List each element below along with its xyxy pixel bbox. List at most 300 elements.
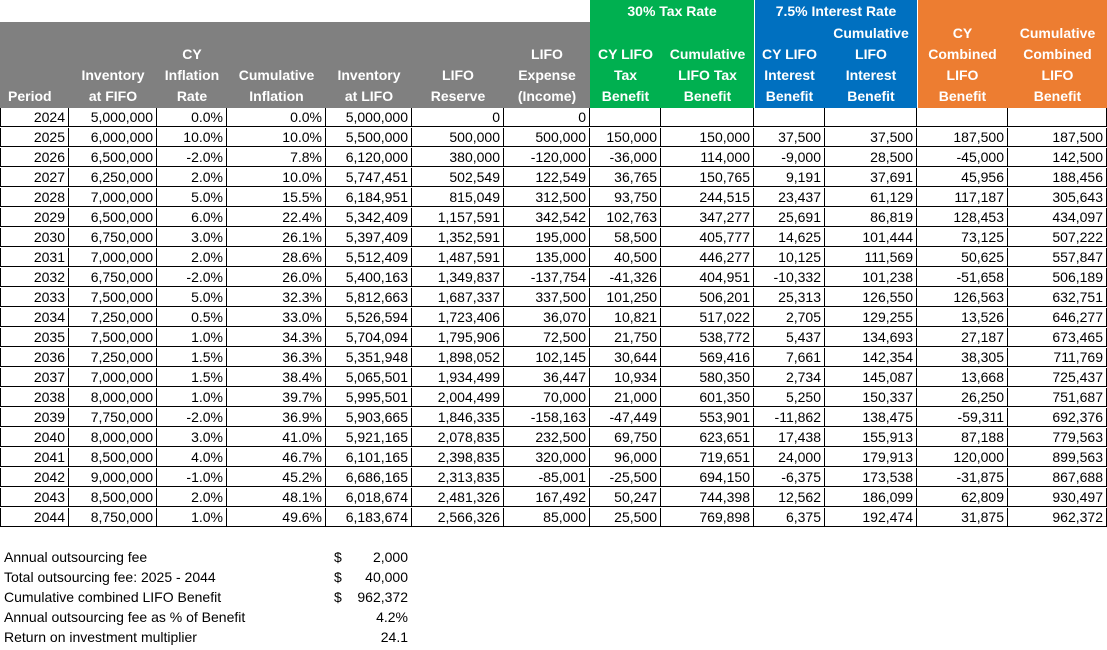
cell-cumulative-inflation[interactable]: 41.0% (227, 428, 326, 447)
cell-lifo-expense[interactable]: 320,000 (504, 448, 590, 467)
cell-lifo-reserve[interactable]: 1,352,591 (412, 228, 504, 247)
cell-cumulative-interest-benefit[interactable]: 101,238 (825, 268, 917, 287)
summary-label: Annual outsourcing fee as % of Benefit (4, 609, 246, 625)
cell-lifo-expense[interactable]: 122,549 (504, 168, 590, 187)
cell-inventory-fifo[interactable]: 7,750,000 (69, 408, 157, 427)
interest-rate-title: 7.5% Interest Rate (775, 3, 897, 19)
cell-lifo-expense[interactable]: 36,070 (504, 308, 590, 327)
cell-inventory-lifo[interactable]: 5,995,501 (326, 388, 412, 407)
cell-cy-interest-benefit[interactable]: -6,375 (754, 468, 825, 487)
cell-cumulative-inflation[interactable]: 10.0% (227, 128, 326, 147)
cell-inventory-fifo[interactable]: 7,250,000 (69, 308, 157, 327)
cell-cy-inflation[interactable]: 6.0% (157, 208, 227, 227)
cell-lifo-expense[interactable]: 500,000 (504, 128, 590, 147)
summary-row (4, 547, 424, 567)
cell-cy-interest-benefit[interactable]: -10,332 (754, 268, 825, 287)
cell-period[interactable]: 2038 (0, 388, 69, 407)
cell-cumulative-interest-benefit[interactable]: 192,474 (825, 508, 917, 527)
cell-cumulative-combined-benefit[interactable]: 867,688 (1008, 468, 1107, 487)
cell-cy-combined-benefit[interactable]: -59,311 (917, 408, 1008, 427)
cell-cumulative-tax-benefit[interactable]: 538,772 (661, 328, 754, 347)
cell-lifo-reserve[interactable]: 2,481,326 (412, 488, 504, 507)
table-row (0, 508, 1107, 528)
cell-cumulative-combined-benefit[interactable]: 899,563 (1008, 448, 1107, 467)
cell-cumulative-combined-benefit[interactable]: 779,563 (1008, 428, 1107, 447)
cell-lifo-reserve[interactable]: 2,566,326 (412, 508, 504, 527)
cell-period[interactable]: 2035 (0, 328, 69, 347)
cell-inventory-fifo[interactable]: 5,000,000 (69, 108, 157, 127)
cell-inventory-fifo[interactable]: 6,000,000 (69, 128, 157, 147)
cell-inventory-fifo[interactable]: 6,750,000 (69, 268, 157, 287)
cell-cumulative-inflation[interactable]: 38.4% (227, 368, 326, 387)
cell-lifo-reserve[interactable]: 1,349,837 (412, 268, 504, 287)
cell-cy-combined-benefit[interactable]: -45,000 (917, 148, 1008, 167)
cell-cy-interest-benefit[interactable]: 12,562 (754, 488, 825, 507)
cell-cy-interest-benefit[interactable]: 25,313 (754, 288, 825, 307)
cell-cumulative-inflation[interactable]: 0.0% (227, 108, 326, 127)
cell-cumulative-interest-benefit[interactable]: 173,538 (825, 468, 917, 487)
cell-cumulative-combined-benefit[interactable]: 930,497 (1008, 488, 1107, 507)
cell-cumulative-inflation[interactable]: 34.3% (227, 328, 326, 347)
cell-inventory-fifo[interactable]: 7,000,000 (69, 368, 157, 387)
cell-cumulative-tax-benefit[interactable]: 553,901 (661, 408, 754, 427)
cell-inventory-lifo[interactable]: 5,342,409 (326, 208, 412, 227)
cell-cy-combined-benefit[interactable]: 13,526 (917, 308, 1008, 327)
cell-cy-inflation[interactable]: 4.0% (157, 448, 227, 467)
cell-lifo-reserve[interactable]: 1,795,906 (412, 328, 504, 347)
cell-cumulative-inflation[interactable]: 7.8% (227, 148, 326, 167)
cell-cy-inflation[interactable]: 1.0% (157, 508, 227, 527)
cell-cy-inflation[interactable]: 1.0% (157, 328, 227, 347)
cell-cy-interest-benefit[interactable]: 5,250 (754, 388, 825, 407)
cell-cy-inflation[interactable]: -2.0% (157, 148, 227, 167)
cell-period[interactable]: 2026 (0, 148, 69, 167)
cell-cy-interest-benefit[interactable] (754, 108, 825, 127)
cell-cy-combined-benefit[interactable]: 117,187 (917, 188, 1008, 207)
cell-cy-tax-benefit[interactable]: 50,247 (590, 488, 661, 507)
cell-cumulative-combined-benefit[interactable]: 646,277 (1008, 308, 1107, 327)
cell-period[interactable]: 2027 (0, 168, 69, 187)
cell-cy-combined-benefit[interactable]: 120,000 (917, 448, 1008, 467)
cell-cumulative-interest-benefit[interactable]: 61,129 (825, 188, 917, 207)
table-row (0, 188, 1107, 208)
cell-cumulative-inflation[interactable]: 22.4% (227, 208, 326, 227)
cell-cumulative-interest-benefit[interactable]: 86,819 (825, 208, 917, 227)
cell-cy-inflation[interactable]: 2.0% (157, 248, 227, 267)
cell-cumulative-tax-benefit[interactable]: 719,651 (661, 448, 754, 467)
table-row (0, 348, 1107, 368)
cell-cy-inflation[interactable]: 0.0% (157, 108, 227, 127)
cell-cumulative-inflation[interactable]: 10.0% (227, 168, 326, 187)
cell-lifo-expense[interactable]: -85,001 (504, 468, 590, 487)
cell-cumulative-tax-benefit[interactable]: 150,000 (661, 128, 754, 147)
cell-cy-interest-benefit[interactable]: 2,734 (754, 368, 825, 387)
cell-inventory-fifo[interactable]: 7,500,000 (69, 288, 157, 307)
cell-cumulative-combined-benefit[interactable]: 632,751 (1008, 288, 1107, 307)
cell-lifo-reserve[interactable]: 815,049 (412, 188, 504, 207)
cell-cy-tax-benefit[interactable]: 69,750 (590, 428, 661, 447)
cell-cy-interest-benefit[interactable]: 25,691 (754, 208, 825, 227)
cell-period[interactable]: 2040 (0, 428, 69, 447)
cell-inventory-lifo[interactable]: 5,065,501 (326, 368, 412, 387)
cell-cy-combined-benefit[interactable]: 187,500 (917, 128, 1008, 147)
cell-period[interactable]: 2032 (0, 268, 69, 287)
cell-inventory-fifo[interactable]: 8,000,000 (69, 388, 157, 407)
cell-period[interactable]: 2031 (0, 248, 69, 267)
cell-period[interactable]: 2025 (0, 128, 69, 147)
table-row (0, 128, 1107, 148)
cell-cumulative-combined-benefit[interactable]: 187,500 (1008, 128, 1107, 147)
summary-section (4, 547, 424, 647)
cell-cy-combined-benefit[interactable]: 126,563 (917, 288, 1008, 307)
table-row (0, 408, 1107, 428)
cell-cy-combined-benefit[interactable]: 62,809 (917, 488, 1008, 507)
table-row (0, 448, 1107, 468)
cell-cumulative-interest-benefit[interactable]: 155,913 (825, 428, 917, 447)
cell-cumulative-tax-benefit[interactable]: 569,416 (661, 348, 754, 367)
cell-cumulative-combined-benefit[interactable]: 673,465 (1008, 328, 1107, 347)
cell-cumulative-interest-benefit[interactable]: 111,569 (825, 248, 917, 267)
cell-inventory-lifo[interactable]: 5,526,594 (326, 308, 412, 327)
cell-lifo-reserve[interactable]: 2,004,499 (412, 388, 504, 407)
cell-cy-tax-benefit[interactable]: -25,500 (590, 468, 661, 487)
cell-inventory-lifo[interactable]: 6,184,951 (326, 188, 412, 207)
cell-cumulative-interest-benefit[interactable]: 37,691 (825, 168, 917, 187)
cell-lifo-reserve[interactable]: 2,313,835 (412, 468, 504, 487)
cell-cy-inflation[interactable]: 3.0% (157, 428, 227, 447)
cell-inventory-fifo[interactable]: 8,750,000 (69, 508, 157, 527)
cell-cumulative-combined-benefit[interactable]: 506,189 (1008, 268, 1107, 287)
cell-cy-inflation[interactable]: 5.0% (157, 188, 227, 207)
cell-cumulative-tax-benefit[interactable]: 623,651 (661, 428, 754, 447)
cell-cy-tax-benefit[interactable]: 40,500 (590, 248, 661, 267)
summary-dollar-sign: $ (334, 589, 342, 605)
cell-cumulative-tax-benefit[interactable]: 506,201 (661, 288, 754, 307)
cell-cy-inflation[interactable]: -1.0% (157, 468, 227, 487)
cell-cy-combined-benefit[interactable] (917, 108, 1008, 127)
cell-cy-interest-benefit[interactable]: 24,000 (754, 448, 825, 467)
cell-inventory-fifo[interactable]: 7,250,000 (69, 348, 157, 367)
cell-lifo-reserve[interactable]: 1,934,499 (412, 368, 504, 387)
cell-cumulative-inflation[interactable]: 45.2% (227, 468, 326, 487)
cell-lifo-reserve[interactable]: 1,846,335 (412, 408, 504, 427)
cell-cumulative-tax-benefit[interactable]: 347,277 (661, 208, 754, 227)
cell-cy-tax-benefit[interactable]: -36,000 (590, 148, 661, 167)
cell-cumulative-tax-benefit[interactable]: 601,350 (661, 388, 754, 407)
cell-cumulative-tax-benefit[interactable]: 405,777 (661, 228, 754, 247)
cell-cumulative-interest-benefit[interactable]: 145,087 (825, 368, 917, 387)
cell-cy-combined-benefit[interactable]: 128,453 (917, 208, 1008, 227)
cell-lifo-expense[interactable]: 72,500 (504, 328, 590, 347)
cell-cy-inflation[interactable]: -2.0% (157, 268, 227, 287)
cell-inventory-lifo[interactable]: 5,000,000 (326, 108, 412, 127)
cell-cy-combined-benefit[interactable]: 38,305 (917, 348, 1008, 367)
cell-cy-interest-benefit[interactable]: 14,625 (754, 228, 825, 247)
cell-period[interactable]: 2037 (0, 368, 69, 387)
cell-cumulative-combined-benefit[interactable]: 711,769 (1008, 348, 1107, 367)
cell-lifo-expense[interactable]: 0 (504, 108, 590, 127)
cell-lifo-reserve[interactable]: 500,000 (412, 128, 504, 147)
cell-cumulative-combined-benefit[interactable]: 962,372 (1008, 508, 1107, 527)
cell-lifo-expense[interactable]: 232,500 (504, 428, 590, 447)
cell-lifo-expense[interactable]: 167,492 (504, 488, 590, 507)
cell-cy-tax-benefit[interactable]: 30,644 (590, 348, 661, 367)
cell-cumulative-interest-benefit[interactable]: 134,693 (825, 328, 917, 347)
cell-cumulative-tax-benefit[interactable]: 769,898 (661, 508, 754, 527)
cell-inventory-lifo[interactable]: 6,120,000 (326, 148, 412, 167)
table-row (0, 228, 1107, 248)
cell-period[interactable]: 2044 (0, 508, 69, 527)
cell-lifo-expense[interactable]: 135,000 (504, 248, 590, 267)
cell-period[interactable]: 2041 (0, 448, 69, 467)
cell-lifo-expense[interactable]: -137,754 (504, 268, 590, 287)
cell-lifo-reserve[interactable]: 1,687,337 (412, 288, 504, 307)
cell-inventory-lifo[interactable]: 5,812,663 (326, 288, 412, 307)
cell-inventory-fifo[interactable]: 6,500,000 (69, 148, 157, 167)
cell-cy-combined-benefit[interactable]: 45,956 (917, 168, 1008, 187)
cell-cy-tax-benefit[interactable]: -41,326 (590, 268, 661, 287)
cell-cumulative-inflation[interactable]: 28.6% (227, 248, 326, 267)
cell-cumulative-inflation[interactable]: 26.0% (227, 268, 326, 287)
cell-cumulative-inflation[interactable]: 48.1% (227, 488, 326, 507)
cell-inventory-fifo[interactable]: 7,000,000 (69, 248, 157, 267)
cell-cy-tax-benefit[interactable]: 101,250 (590, 288, 661, 307)
cell-period[interactable]: 2030 (0, 228, 69, 247)
cell-lifo-expense[interactable]: 70,000 (504, 388, 590, 407)
cell-cumulative-inflation[interactable]: 32.3% (227, 288, 326, 307)
cell-lifo-expense[interactable]: 102,145 (504, 348, 590, 367)
cell-cumulative-inflation[interactable]: 49.6% (227, 508, 326, 527)
cell-cumulative-combined-benefit[interactable]: 557,847 (1008, 248, 1107, 267)
header-lifo-expense: LIFO Expense (Income) (517, 46, 577, 104)
cell-period[interactable]: 2036 (0, 348, 69, 367)
cell-cy-combined-benefit[interactable]: 27,187 (917, 328, 1008, 347)
cell-cumulative-inflation[interactable]: 26.1% (227, 228, 326, 247)
cell-inventory-fifo[interactable]: 7,000,000 (69, 188, 157, 207)
cell-period[interactable]: 2042 (0, 468, 69, 487)
cell-period[interactable]: 2039 (0, 408, 69, 427)
cell-cy-tax-benefit[interactable]: 93,750 (590, 188, 661, 207)
cell-inventory-fifo[interactable]: 7,500,000 (69, 328, 157, 347)
cell-cumulative-inflation[interactable]: 46.7% (227, 448, 326, 467)
tax-rate-title: 30% Tax Rate (627, 3, 717, 19)
cell-cy-combined-benefit[interactable]: -31,875 (917, 468, 1008, 487)
cell-cumulative-tax-benefit[interactable]: 114,000 (661, 148, 754, 167)
cell-cy-interest-benefit[interactable]: 9,191 (754, 168, 825, 187)
cell-period[interactable]: 2029 (0, 208, 69, 227)
cell-cumulative-tax-benefit[interactable]: 580,350 (661, 368, 754, 387)
cell-cumulative-interest-benefit[interactable]: 28,500 (825, 148, 917, 167)
cell-inventory-lifo[interactable]: 5,500,000 (326, 128, 412, 147)
cell-cy-combined-benefit[interactable]: 31,875 (917, 508, 1008, 527)
cell-cy-inflation[interactable]: 2.0% (157, 168, 227, 187)
cell-lifo-expense[interactable]: 337,500 (504, 288, 590, 307)
cell-cy-interest-benefit[interactable]: 37,500 (754, 128, 825, 147)
cell-inventory-fifo[interactable]: 6,750,000 (69, 228, 157, 247)
cell-cumulative-tax-benefit[interactable]: 404,951 (661, 268, 754, 287)
cell-inventory-fifo[interactable]: 8,000,000 (69, 428, 157, 447)
cell-cumulative-interest-benefit[interactable]: 129,255 (825, 308, 917, 327)
cell-cy-tax-benefit[interactable]: 36,765 (590, 168, 661, 187)
cell-lifo-reserve[interactable]: 2,078,835 (412, 428, 504, 447)
cell-cy-combined-benefit[interactable]: 87,188 (917, 428, 1008, 447)
cell-period[interactable]: 2033 (0, 288, 69, 307)
cell-inventory-lifo[interactable]: 5,903,665 (326, 408, 412, 427)
cell-cy-interest-benefit[interactable]: 7,661 (754, 348, 825, 367)
cell-cy-tax-benefit[interactable] (590, 108, 661, 127)
cell-cumulative-inflation[interactable]: 33.0% (227, 308, 326, 327)
cell-cy-tax-benefit[interactable]: 58,500 (590, 228, 661, 247)
cell-inventory-lifo[interactable]: 5,351,948 (326, 348, 412, 367)
cell-cumulative-combined-benefit[interactable]: 434,097 (1008, 208, 1107, 227)
cell-cumulative-combined-benefit[interactable]: 751,687 (1008, 388, 1107, 407)
header-cumulative-tax-benefit: Cumulative LIFO Tax Benefit (669, 46, 746, 104)
cell-lifo-expense[interactable]: 342,542 (504, 208, 590, 227)
cell-cy-inflation[interactable]: -2.0% (157, 408, 227, 427)
cell-cumulative-combined-benefit[interactable]: 725,437 (1008, 368, 1107, 387)
cell-lifo-expense[interactable]: -120,000 (504, 148, 590, 167)
cell-inventory-fifo[interactable]: 9,000,000 (69, 468, 157, 487)
cell-cumulative-interest-benefit[interactable]: 126,550 (825, 288, 917, 307)
table-row (0, 308, 1107, 328)
table-row (0, 248, 1107, 268)
cell-cy-combined-benefit[interactable]: 73,125 (917, 228, 1008, 247)
summary-label: Total outsourcing fee: 2025 - 2044 (4, 569, 216, 585)
cell-cy-tax-benefit[interactable]: 21,750 (590, 328, 661, 347)
cell-cumulative-combined-benefit[interactable]: 692,376 (1008, 408, 1107, 427)
cell-cumulative-inflation[interactable]: 39.7% (227, 388, 326, 407)
cell-cumulative-tax-benefit[interactable]: 517,022 (661, 308, 754, 327)
cell-cy-interest-benefit[interactable]: 23,437 (754, 188, 825, 207)
cell-inventory-lifo[interactable]: 5,921,165 (326, 428, 412, 447)
cell-lifo-reserve[interactable]: 1,723,406 (412, 308, 504, 327)
cell-lifo-reserve[interactable]: 1,157,591 (412, 208, 504, 227)
cell-cy-inflation[interactable]: 5.0% (157, 288, 227, 307)
cell-inventory-lifo[interactable]: 6,686,165 (326, 468, 412, 487)
cell-cumulative-interest-benefit[interactable]: 37,500 (825, 128, 917, 147)
cell-inventory-lifo[interactable]: 5,704,094 (326, 328, 412, 347)
cell-cumulative-combined-benefit[interactable]: 142,500 (1008, 148, 1107, 167)
cell-cumulative-inflation[interactable]: 36.9% (227, 408, 326, 427)
cell-cy-combined-benefit[interactable]: 13,668 (917, 368, 1008, 387)
cell-cy-inflation[interactable]: 3.0% (157, 228, 227, 247)
cell-cumulative-interest-benefit[interactable]: 101,444 (825, 228, 917, 247)
cell-lifo-reserve[interactable]: 1,487,591 (412, 248, 504, 267)
cell-cumulative-tax-benefit[interactable] (661, 108, 754, 127)
cell-cumulative-inflation[interactable]: 36.3% (227, 348, 326, 367)
cell-cumulative-tax-benefit[interactable]: 446,277 (661, 248, 754, 267)
cell-cumulative-interest-benefit[interactable]: 186,099 (825, 488, 917, 507)
cell-cy-inflation[interactable]: 0.5% (157, 308, 227, 327)
cell-lifo-reserve[interactable]: 0 (412, 108, 504, 127)
cell-inventory-fifo[interactable]: 6,250,000 (69, 168, 157, 187)
header-lifo-reserve: LIFO Reserve (430, 67, 486, 104)
cell-cy-inflation[interactable]: 1.0% (157, 388, 227, 407)
cell-lifo-reserve[interactable]: 502,549 (412, 168, 504, 187)
cell-inventory-lifo[interactable]: 6,183,674 (326, 508, 412, 527)
cell-period[interactable]: 2024 (0, 108, 69, 127)
cell-period[interactable]: 2034 (0, 308, 69, 327)
cell-inventory-lifo[interactable]: 5,400,163 (326, 268, 412, 287)
cell-cy-inflation[interactable]: 1.5% (157, 368, 227, 387)
cell-cy-tax-benefit[interactable]: 96,000 (590, 448, 661, 467)
cell-lifo-reserve[interactable]: 380,000 (412, 148, 504, 167)
cell-lifo-expense[interactable]: 85,000 (504, 508, 590, 527)
header-cy-tax-benefit: CY LIFO Tax Benefit (598, 46, 653, 104)
cell-cumulative-interest-benefit[interactable]: 150,337 (825, 388, 917, 407)
cell-inventory-lifo[interactable]: 6,101,165 (326, 448, 412, 467)
cell-cumulative-tax-benefit[interactable]: 744,398 (661, 488, 754, 507)
cell-cy-interest-benefit[interactable]: 17,438 (754, 428, 825, 447)
cell-cy-interest-benefit[interactable]: 5,437 (754, 328, 825, 347)
cell-cumulative-tax-benefit[interactable]: 244,515 (661, 188, 754, 207)
cell-cumulative-inflation[interactable]: 15.5% (227, 188, 326, 207)
cell-cy-inflation[interactable]: 2.0% (157, 488, 227, 507)
cell-inventory-fifo[interactable]: 6,500,000 (69, 208, 157, 227)
cell-cumulative-combined-benefit[interactable]: 305,643 (1008, 188, 1107, 207)
cell-cy-combined-benefit[interactable]: 50,625 (917, 248, 1008, 267)
cell-cumulative-interest-benefit[interactable]: 142,354 (825, 348, 917, 367)
cell-cumulative-combined-benefit[interactable]: 507,222 (1008, 228, 1107, 247)
cell-cumulative-tax-benefit[interactable]: 694,150 (661, 468, 754, 487)
cell-period[interactable]: 2043 (0, 488, 69, 507)
cell-cumulative-interest-benefit[interactable]: 179,913 (825, 448, 917, 467)
cell-cy-inflation[interactable]: 1.5% (157, 348, 227, 367)
cell-cy-inflation[interactable]: 10.0% (157, 128, 227, 147)
cell-cy-tax-benefit[interactable]: 21,000 (590, 388, 661, 407)
cell-cy-combined-benefit[interactable]: 26,250 (917, 388, 1008, 407)
cell-cy-interest-benefit[interactable]: 6,375 (754, 508, 825, 527)
cell-cy-interest-benefit[interactable]: -11,862 (754, 408, 825, 427)
cell-lifo-expense[interactable]: 36,447 (504, 368, 590, 387)
cell-lifo-reserve[interactable]: 2,398,835 (412, 448, 504, 467)
cell-cy-interest-benefit[interactable]: 10,125 (754, 248, 825, 267)
cell-cy-tax-benefit[interactable]: 150,000 (590, 128, 661, 147)
cell-cumulative-combined-benefit[interactable]: 188,456 (1008, 168, 1107, 187)
cell-lifo-reserve[interactable]: 1,898,052 (412, 348, 504, 367)
cell-cy-tax-benefit[interactable]: 10,934 (590, 368, 661, 387)
cell-lifo-expense[interactable]: 312,500 (504, 188, 590, 207)
cell-cumulative-combined-benefit[interactable] (1008, 108, 1107, 127)
cell-cy-combined-benefit[interactable]: -51,658 (917, 268, 1008, 287)
cell-cumulative-interest-benefit[interactable] (825, 108, 917, 127)
cell-lifo-expense[interactable]: 195,000 (504, 228, 590, 247)
table-row (0, 388, 1107, 408)
cell-inventory-lifo[interactable]: 5,397,409 (326, 228, 412, 247)
cell-inventory-lifo[interactable]: 5,512,409 (326, 248, 412, 267)
cell-cy-tax-benefit[interactable]: 25,500 (590, 508, 661, 527)
summary-row (4, 567, 424, 587)
cell-cy-interest-benefit[interactable]: -9,000 (754, 148, 825, 167)
cell-cy-tax-benefit[interactable]: 10,821 (590, 308, 661, 327)
cell-period[interactable]: 2028 (0, 188, 69, 207)
summary-row (4, 607, 424, 627)
cell-inventory-fifo[interactable]: 8,500,000 (69, 448, 157, 467)
cell-inventory-fifo[interactable]: 8,500,000 (69, 488, 157, 507)
summary-value: 40,000 (365, 569, 408, 585)
header-cy-interest-benefit: CY LIFO Interest Benefit (762, 46, 817, 104)
summary-value: 962,372 (357, 589, 408, 605)
cell-lifo-expense[interactable]: -158,163 (504, 408, 590, 427)
table-row (0, 168, 1107, 188)
cell-inventory-lifo[interactable]: 5,747,451 (326, 168, 412, 187)
cell-cumulative-tax-benefit[interactable]: 150,765 (661, 168, 754, 187)
cell-cy-tax-benefit[interactable]: 102,763 (590, 208, 661, 227)
cell-inventory-lifo[interactable]: 6,018,674 (326, 488, 412, 507)
cell-cy-interest-benefit[interactable]: 2,705 (754, 308, 825, 327)
cell-cy-tax-benefit[interactable]: -47,449 (590, 408, 661, 427)
cell-cumulative-interest-benefit[interactable]: 138,475 (825, 408, 917, 427)
